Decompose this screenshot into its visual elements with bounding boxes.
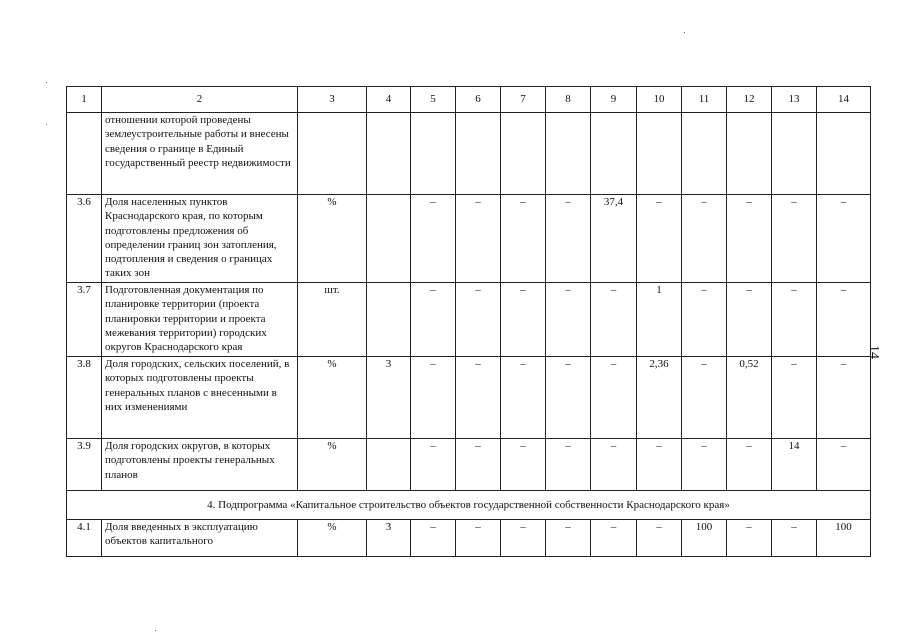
row-number: 3.8: [67, 357, 102, 439]
value-cell: –: [637, 520, 682, 557]
scan-speck: [684, 32, 685, 33]
indicator-name: Доля введенных в эксплуатацию объектов капитального: [102, 520, 298, 557]
value-cell: –: [817, 439, 871, 491]
column-number-cell: 3: [298, 87, 367, 113]
value-cell: –: [501, 439, 546, 491]
value-cell: –: [772, 283, 817, 357]
row-number: [67, 113, 102, 195]
row-number: 3.6: [67, 195, 102, 283]
column-number-cell: 6: [456, 87, 501, 113]
value-cell: –: [682, 195, 727, 283]
value-cell: –: [637, 195, 682, 283]
value-cell: –: [682, 439, 727, 491]
table-row: [67, 520, 871, 557]
scan-speck: [46, 82, 47, 83]
value-cell: –: [501, 283, 546, 357]
value-cell: [817, 113, 871, 195]
unit-cell: шт.: [298, 283, 367, 357]
indicator-name: Подготовленная документация по планировке территории (проекта планировки территории и проекта межевания территории) городских округов Краснодарского края: [102, 283, 298, 357]
row-number: 4.1: [67, 520, 102, 557]
value-cell: –: [456, 195, 501, 283]
value-cell: [367, 439, 411, 491]
value-cell: [772, 113, 817, 195]
value-cell: 3: [367, 520, 411, 557]
value-cell: –: [501, 357, 546, 439]
column-number-cell: 8: [546, 87, 591, 113]
value-cell: –: [727, 520, 772, 557]
value-cell: –: [591, 520, 637, 557]
value-cell: 3: [367, 357, 411, 439]
value-cell: [727, 113, 772, 195]
column-number-cell: 4: [367, 87, 411, 113]
table-row: [67, 113, 871, 195]
scan-speck: [155, 630, 156, 631]
value-cell: [546, 113, 591, 195]
value-cell: –: [727, 283, 772, 357]
value-cell: –: [546, 520, 591, 557]
unit-cell: %: [298, 195, 367, 283]
value-cell: [682, 113, 727, 195]
value-cell: –: [727, 439, 772, 491]
table-row: [67, 439, 871, 491]
column-number-cell: 1: [67, 87, 102, 113]
indicator-name: Доля городских округов, в которых подготовлены проекты генеральных планов: [102, 439, 298, 491]
value-cell: –: [591, 357, 637, 439]
value-cell: 37,4: [591, 195, 637, 283]
value-cell: –: [546, 283, 591, 357]
value-cell: [367, 283, 411, 357]
value-cell: –: [727, 195, 772, 283]
value-cell: 0,52: [727, 357, 772, 439]
indicator-name: отношении которой проведены землеустроительные работы и внесены сведения о границе в Единый государственный реестр недвижимости: [102, 113, 298, 195]
subprogram-row: [67, 491, 871, 520]
column-number-cell: 9: [591, 87, 637, 113]
value-cell: –: [637, 439, 682, 491]
column-number-row: [67, 87, 871, 113]
unit-cell: %: [298, 357, 367, 439]
value-cell: 14: [772, 439, 817, 491]
table-row: [67, 283, 871, 357]
value-cell: [501, 113, 546, 195]
column-number-cell: 12: [727, 87, 772, 113]
column-number-cell: 11: [682, 87, 727, 113]
value-cell: –: [411, 520, 456, 557]
row-number: 3.9: [67, 439, 102, 491]
value-cell: [411, 113, 456, 195]
value-cell: [637, 113, 682, 195]
unit-cell: [298, 113, 367, 195]
value-cell: –: [817, 283, 871, 357]
value-cell: –: [546, 195, 591, 283]
value-cell: –: [501, 520, 546, 557]
value-cell: –: [591, 439, 637, 491]
value-cell: –: [456, 357, 501, 439]
subprogram-heading: 4. Подпрограмма «Капитальное строительство объектов государственной собственности Краснодарского края»: [67, 491, 871, 520]
indicators-table: [66, 86, 871, 557]
value-cell: –: [456, 439, 501, 491]
table-body: [67, 87, 871, 557]
value-cell: –: [591, 283, 637, 357]
value-cell: –: [817, 357, 871, 439]
table-row: [67, 357, 871, 439]
indicator-name: Доля городских, сельских поселений, в которых подготовлены проекты генеральных планов с внесенными в них изменениями: [102, 357, 298, 439]
value-cell: –: [817, 195, 871, 283]
indicator-name: Доля населенных пунктов Краснодарского края, по которым подготовлены предложения об определении границ зон затопления, подтопления и сведения о границах таких зон: [102, 195, 298, 283]
table-row: [67, 195, 871, 283]
value-cell: –: [546, 439, 591, 491]
document-page: [66, 86, 871, 557]
value-cell: –: [411, 439, 456, 491]
value-cell: –: [456, 520, 501, 557]
value-cell: [367, 195, 411, 283]
value-cell: –: [682, 283, 727, 357]
value-cell: –: [411, 357, 456, 439]
value-cell: –: [772, 520, 817, 557]
value-cell: [367, 113, 411, 195]
page-number: 14: [866, 345, 881, 359]
column-number-cell: 2: [102, 87, 298, 113]
value-cell: –: [411, 283, 456, 357]
column-number-cell: 14: [817, 87, 871, 113]
value-cell: 1: [637, 283, 682, 357]
value-cell: –: [501, 195, 546, 283]
value-cell: –: [772, 357, 817, 439]
value-cell: [456, 113, 501, 195]
unit-cell: %: [298, 439, 367, 491]
value-cell: –: [411, 195, 456, 283]
value-cell: 100: [817, 520, 871, 557]
value-cell: –: [772, 195, 817, 283]
column-number-cell: 7: [501, 87, 546, 113]
value-cell: –: [456, 283, 501, 357]
column-number-cell: 10: [637, 87, 682, 113]
unit-cell: %: [298, 520, 367, 557]
value-cell: –: [546, 357, 591, 439]
row-number: 3.7: [67, 283, 102, 357]
value-cell: –: [682, 357, 727, 439]
scan-speck: [46, 124, 47, 125]
value-cell: 2,36: [637, 357, 682, 439]
value-cell: [591, 113, 637, 195]
column-number-cell: 5: [411, 87, 456, 113]
column-number-cell: 13: [772, 87, 817, 113]
value-cell: 100: [682, 520, 727, 557]
